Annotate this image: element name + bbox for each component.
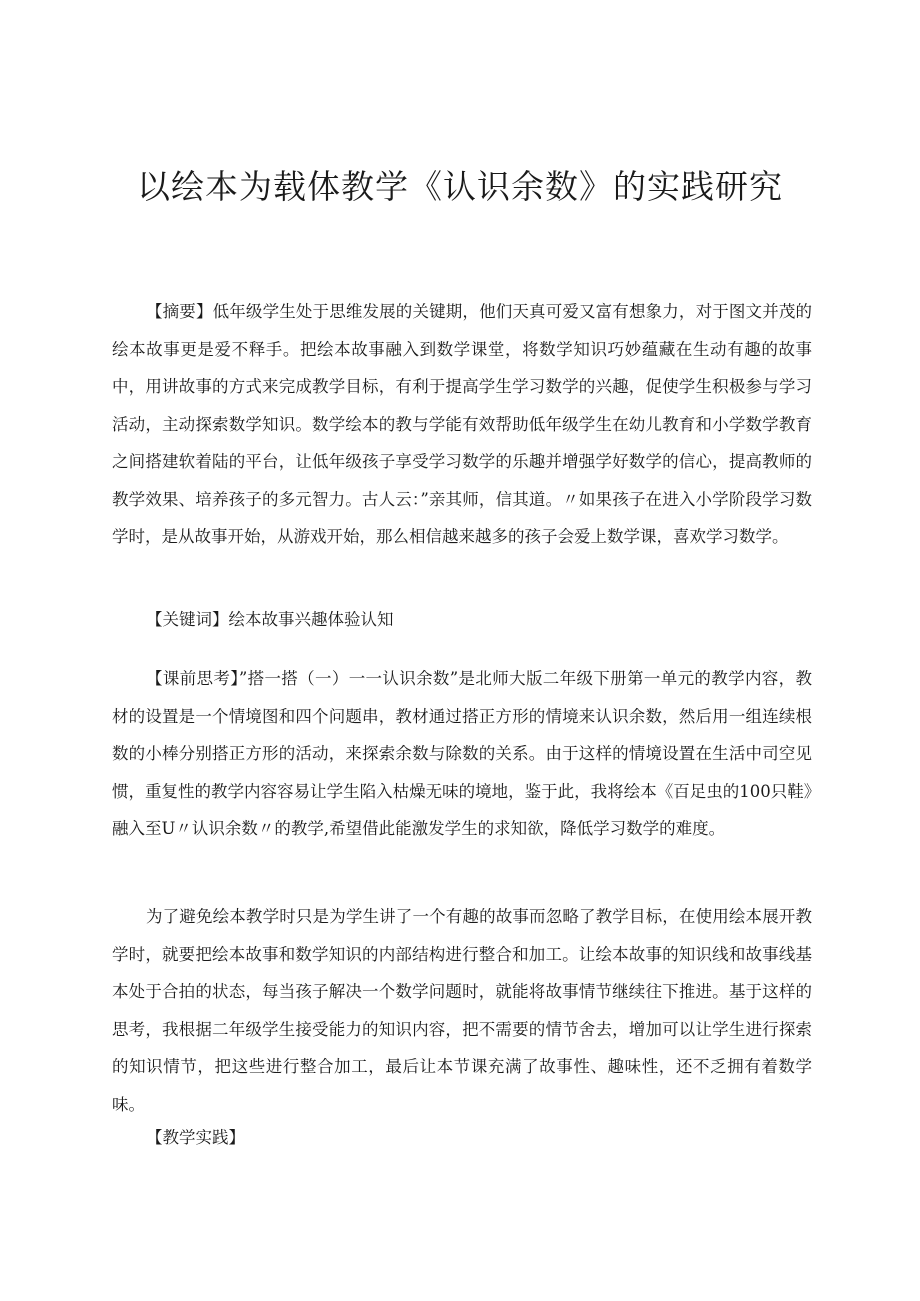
document-title: 以绘本为载体教学《认识余数》的实践研究 <box>137 167 783 206</box>
pre-class-thinking-paragraph: 【课前思考】”搭一搭（一）一一认识余数”是北师大版二年级下册第一单元的教学内容，教材的设置是一个情境图和四个问题串，教材通过搭正方形的情境来认识余数，然后用一组连续根数的小棒分别搭正方形的活动，来探索余数与除数的关系。由于这样的情境设置在生活中司空见惯，重复性的教学内容容易让学生陷入枯燥无味的境地，鉴于此，我将绘本《百足虫的100只鞋》融入至U〃认识余数〃的教学,希望借此能激发学生的求知欲，降低学习数学的难度。 <box>112 669 812 838</box>
abstract-paragraph: 【摘要】低年级学生处于思维发展的关键期，他们天真可爱又富有想象力，对于图文并茂的绘本故事更是爱不释手。把绘本故事融入到数学课堂，将数学知识巧妙蕴藏在生动有趣的故事中，用讲故事的方式来完成教学目标，有利于提高学生学习数学的兴趣，促使学生积极参与学习活动，主动探索数学知识。数学绘本的教与学能有效帮助低年级学生在幼儿教育和小学数学教育之间搭建软着陆的平台，让低年级孩子享受学习数学的乐趣并增强学好数学的信心，提高教师的教学效果、培养孩子的多元智力。古人云：”亲其师，信其道。〃如果孩子在进入小学阶段学习数学时，是从故事开始，从游戏开始，那么相信越来越多的孩子会爱上数学课，喜欢学习数学。 <box>112 302 812 546</box>
teaching-design-paragraph: 为了避免绘本教学时只是为学生讲了一个有趣的故事而忽略了教学目标，在使用绘本展开教学时，就要把绘本故事和数学知识的内部结构进行整合和加工。让绘本故事的知识线和故事线基本处于合拍的状态，每当孩子解决一个数学问题时，就能将故事情节继续往下推进。基于这样的思考，我根据二年级学生接受能力的知识内容，把不需要的情节舍去，增加可以让学生进行探索的知识情节，把这些进行整合加工，最后让本节课充满了故事性、趣味性，还不乏拥有着数学味。 <box>112 907 812 1114</box>
keywords-paragraph: 【关键词】绘本故事兴趣体验认知 <box>146 610 394 629</box>
teaching-practice-heading: 【教学实践】 <box>146 1128 245 1147</box>
